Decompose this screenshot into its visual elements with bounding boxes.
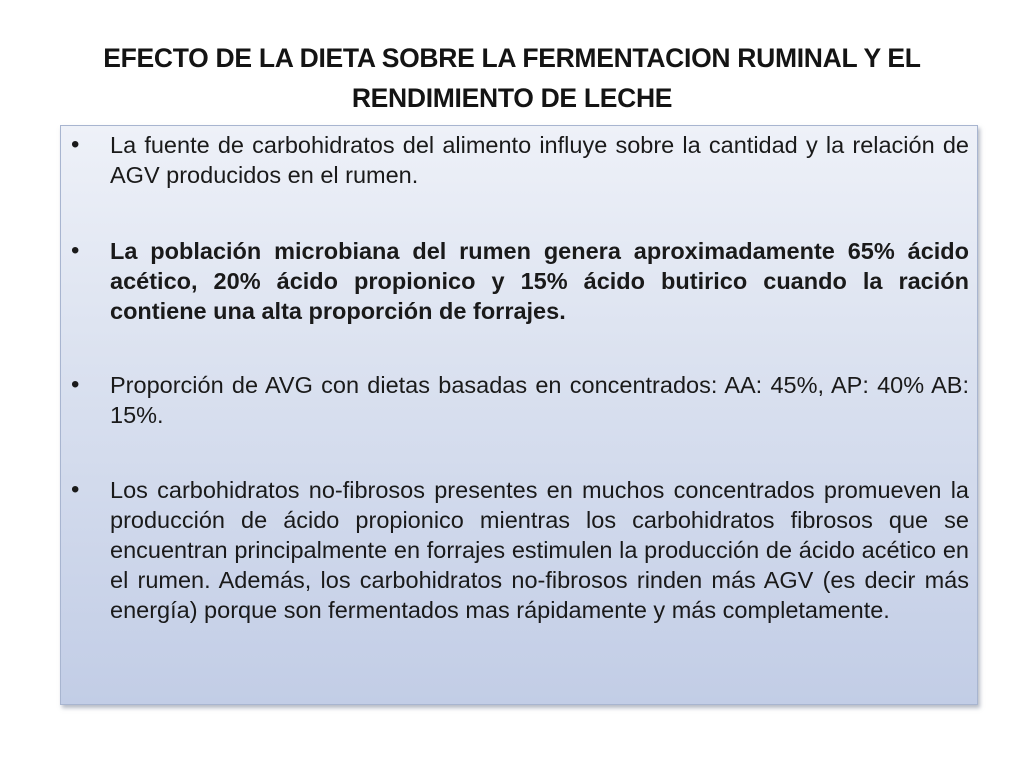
bullet-icon: •	[71, 476, 80, 503]
content-box	[60, 125, 978, 705]
bullet-text: Proporción de AVG con dietas basadas en concentrados: AA: 45%, AP: 40% AB: 15%.	[110, 372, 969, 428]
bullet-text: La población microbiana del rumen genera aproximadamente 65% ácido acético, 20% ácido propionico y 15% ácido butirico cuando la ración contiene una alta proporción de forrajes.	[110, 238, 969, 324]
slide-title: EFECTO DE LA DIETA SOBRE LA FERMENTACION RUMINAL Y EL RENDIMIENTO DE LECHE	[103, 43, 921, 113]
bullet-icon: •	[71, 371, 80, 398]
bullet-text: Los carbohidratos no-fibrosos presentes en muchos concentrados promueven la producción de ácido propionico mientras los carbohidratos fibrosos que se encuentran principalmente en forrajes estimulen la producción de ácido acético en el rumen. Además, los carbohidratos no-fibrosos rinden más AGV (es decir más energía) porque son fermentados mas rápidamente y más completamente.	[110, 477, 969, 623]
bullet-icon: •	[71, 131, 80, 158]
bullet-text: La fuente de carbohidratos del alimento influye sobre la cantidad y la relación de AGV producidos en el rumen.	[110, 132, 969, 188]
bullet-icon: •	[71, 237, 80, 264]
